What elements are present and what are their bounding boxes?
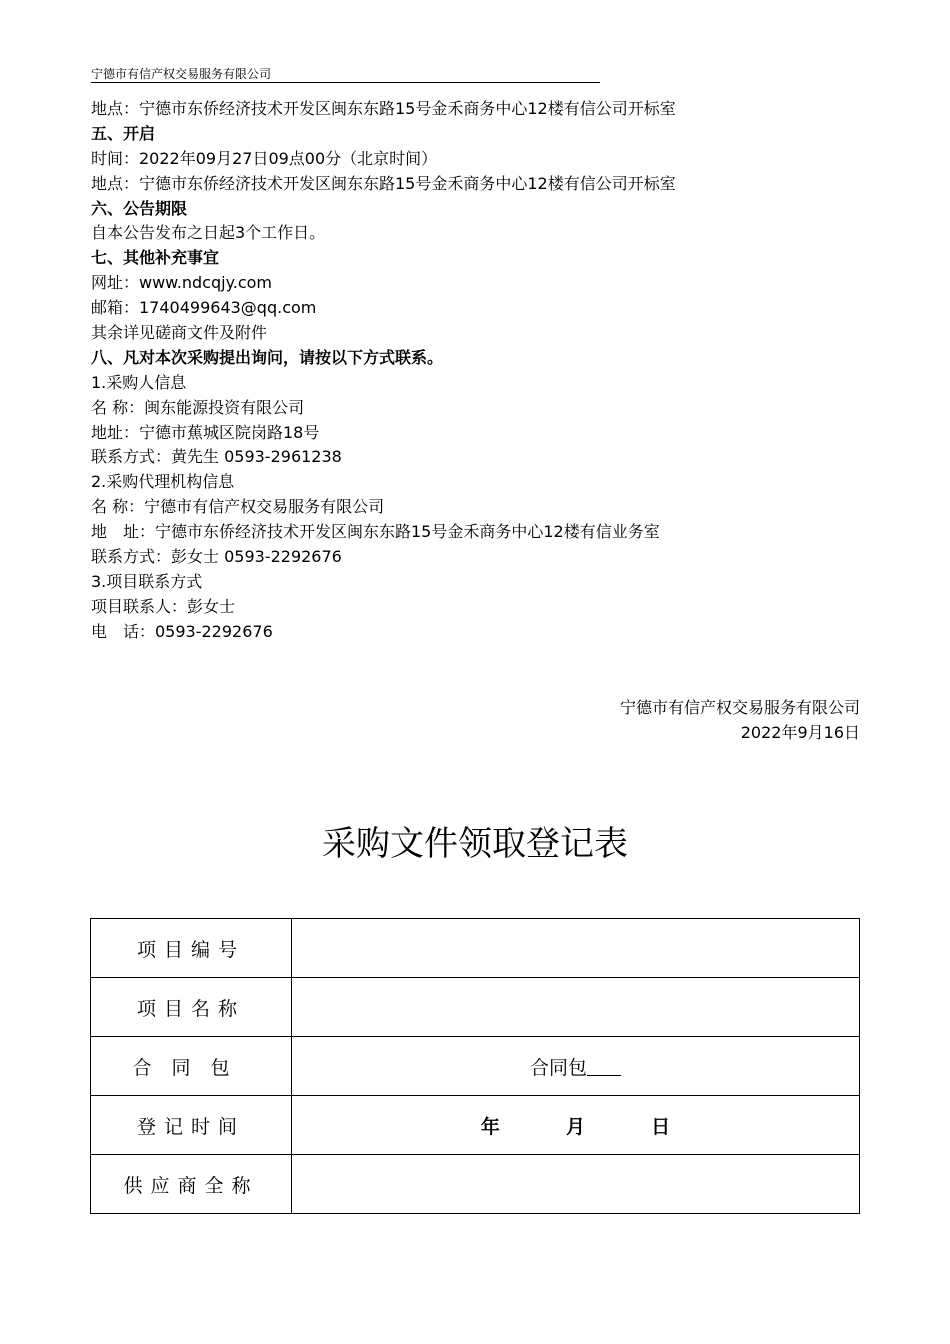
- text-line: 联系方式：黄先生 0593-2961238: [91, 447, 342, 467]
- label-register-time: 登记时间: [91, 1096, 292, 1155]
- form-row-project-name: [91, 978, 860, 1037]
- date-day: 日: [651, 1115, 671, 1138]
- form-row-supplier: [91, 1155, 860, 1214]
- text-line: 时间：2022年09月27日09点00分（北京时间）: [91, 148, 438, 168]
- signature-block: [620, 695, 860, 745]
- value-project-number[interactable]: [292, 919, 860, 978]
- text-line: 邮箱：1740499643@qq.com: [91, 298, 317, 318]
- text-line: 电 话：0593-2292676: [91, 621, 273, 641]
- label-project-number: 项目编号: [91, 919, 292, 978]
- text-line: 地点：宁德市东侨经济技术开发区闽东东路15号金禾商务中心12楼有信公司开标室: [91, 99, 676, 118]
- section-heading: 七、其他补充事宜: [91, 248, 220, 268]
- text-line: 名 称：闽东能源投资有限公司: [91, 397, 305, 417]
- text-line: 地 址：宁德市东侨经济技术开发区闽东东路15号金禾商务中心12楼有信业务室: [91, 522, 660, 542]
- text-line: 1.采购人信息: [91, 372, 187, 392]
- section-heading: 五、开启: [91, 123, 156, 143]
- text-line: 地址：宁德市蕉城区院岗路18号: [91, 422, 320, 442]
- text-line: 其余详见磋商文件及附件: [91, 323, 268, 343]
- contract-package-blank[interactable]: [587, 1055, 621, 1076]
- value-contract-package[interactable]: [292, 1037, 860, 1096]
- form-row-contract-package: [91, 1037, 860, 1096]
- date-month: 月: [565, 1115, 585, 1138]
- label-supplier-name: 供应商全称: [91, 1155, 292, 1214]
- value-register-time[interactable]: [292, 1096, 860, 1155]
- notice-body: [91, 97, 871, 645]
- page-header: 宁德市有信产权交易服务有限公司: [91, 66, 600, 83]
- form-row-register-time: [91, 1096, 860, 1155]
- form-title: 采购文件领取登记表: [322, 824, 628, 864]
- text-line: 项目联系人：彭女士: [91, 596, 236, 616]
- text-line: 2.采购代理机构信息: [91, 472, 235, 492]
- text-line: 名 称：宁德市有信产权交易服务有限公司: [91, 497, 385, 517]
- signature-date: 2022年9月16日: [740, 723, 860, 742]
- label-project-name: 项目名称: [91, 978, 292, 1037]
- signature-company: 宁德市有信产权交易服务有限公司: [619, 698, 860, 717]
- text-line: 自本公告发布之日起3个工作日。: [91, 223, 326, 243]
- section-heading: 六、公告期限: [91, 198, 188, 218]
- text-line: 网址：www.ndcqjy.com: [91, 273, 273, 293]
- date-year: 年: [480, 1115, 500, 1138]
- form-row-project-number: [91, 919, 860, 978]
- registration-form: [90, 918, 860, 1214]
- text-line: 地点：宁德市东侨经济技术开发区闽东东路15号金禾商务中心12楼有信公司开标室: [91, 173, 676, 193]
- value-supplier-name[interactable]: [292, 1155, 860, 1214]
- text-line: 3.项目联系方式: [91, 571, 203, 591]
- text-line: 联系方式：彭女士 0593-2292676: [91, 547, 342, 567]
- contract-package-text: 合同包: [529, 1056, 587, 1079]
- value-project-name[interactable]: [292, 978, 860, 1037]
- section-heading: 八、凡对本次采购提出询问，请按以下方式联系。: [91, 347, 444, 367]
- label-contract-package: 合同包: [91, 1037, 292, 1096]
